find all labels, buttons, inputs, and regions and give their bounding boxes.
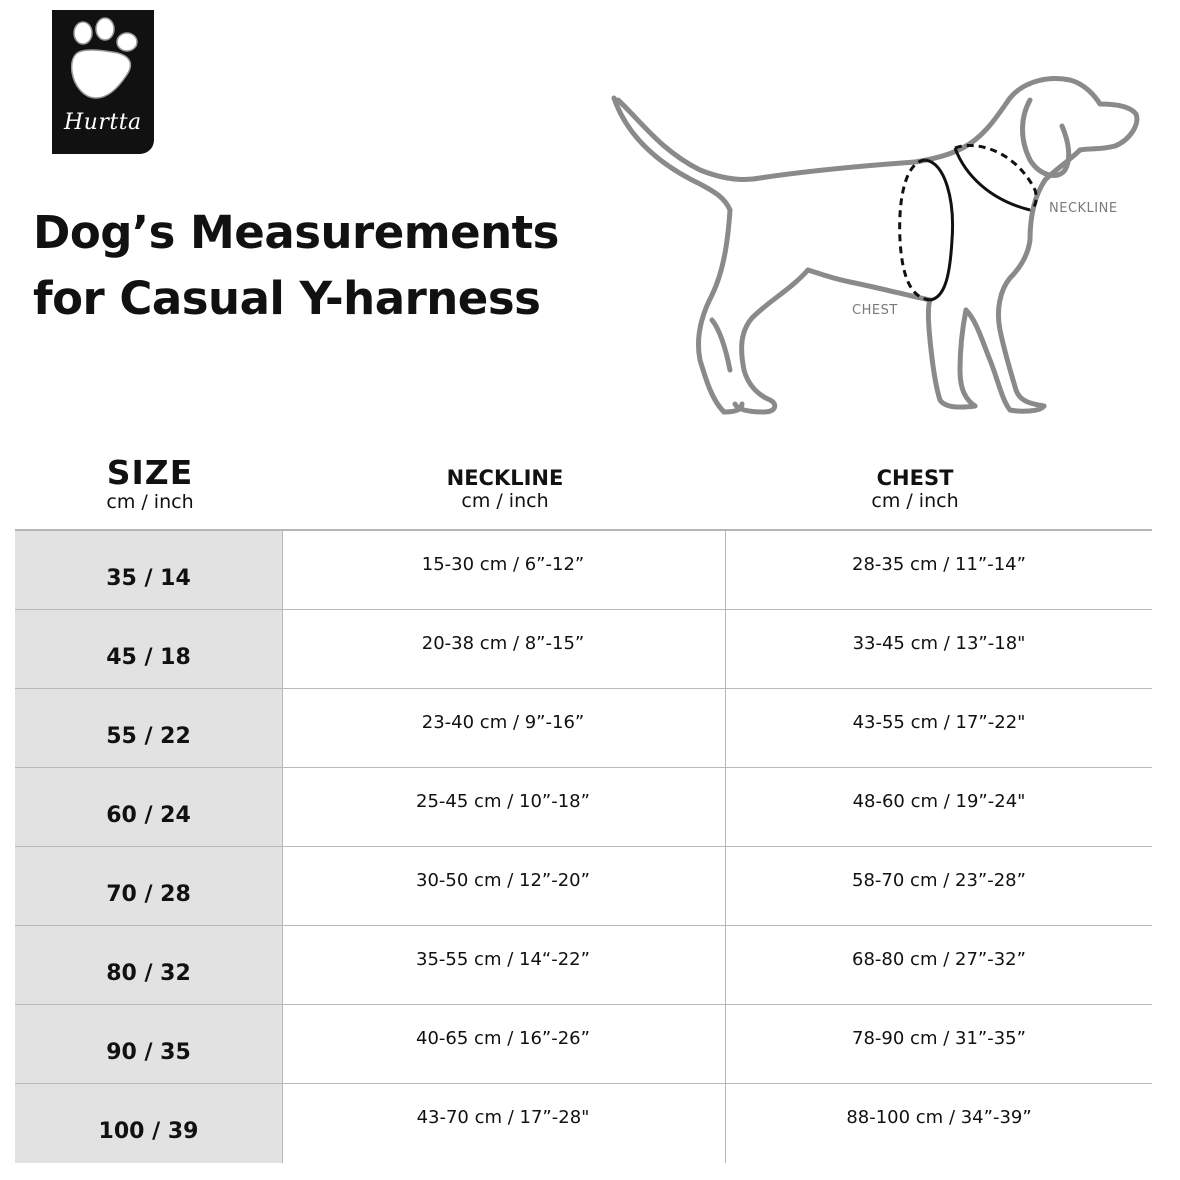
neckline-header-unit: cm / inch <box>461 490 549 512</box>
size-cell: 90 / 35 <box>15 1005 283 1083</box>
logo-wordmark: Hurtta <box>64 110 142 135</box>
neckline-column-header <box>405 466 605 512</box>
title-line-2: for Casual Y-harness <box>33 272 541 325</box>
size-column-header <box>60 455 240 513</box>
table-row <box>15 531 1152 610</box>
size-cell: 45 / 18 <box>15 610 283 688</box>
size-cell: 100 / 39 <box>15 1084 283 1163</box>
size-cell: 35 / 14 <box>15 531 283 609</box>
chest-label: CHEST <box>852 303 898 318</box>
size-cell: 80 / 32 <box>15 926 283 1004</box>
table-row <box>15 689 1152 768</box>
chest-cell: 43-55 cm / 17”-22" <box>852 711 1026 733</box>
chest-cell: 58-70 cm / 23”-28” <box>852 869 1026 891</box>
table-row <box>15 847 1152 926</box>
neckline-cell: 20-38 cm / 8”-15” <box>283 610 726 688</box>
size-cell: 70 / 28 <box>15 847 283 925</box>
size-header-title: SIZE <box>106 453 194 492</box>
neckline-cell: 40-65 cm / 16”-26” <box>283 1005 726 1083</box>
size-table <box>15 529 1152 1163</box>
title-line-1: Dog’s Measurements <box>33 206 559 259</box>
chest-column-header <box>815 466 1015 512</box>
chest-cell: 68-80 cm / 27”-32” <box>852 948 1026 970</box>
neckline-cell: 35-55 cm / 14“-22” <box>283 926 726 1004</box>
neckline-cell: 23-40 cm / 9”-16” <box>283 689 726 767</box>
size-cell: 55 / 22 <box>15 689 283 767</box>
table-row <box>15 926 1152 1005</box>
neckline-label: NECKLINE <box>1049 201 1118 216</box>
chest-cell: 48-60 cm / 19”-24" <box>852 790 1026 812</box>
table-row <box>15 1005 1152 1084</box>
chest-cell: 88-100 cm / 34”-39” <box>846 1107 1032 1128</box>
chest-header-title: CHEST <box>876 466 954 490</box>
chest-cell: 28-35 cm / 11”-14” <box>852 553 1026 575</box>
neckline-header-title: NECKLINE <box>446 466 564 490</box>
table-row <box>15 610 1152 689</box>
neckline-cell: 30-50 cm / 12”-20” <box>283 847 726 925</box>
size-cell: 60 / 24 <box>15 768 283 846</box>
table-row <box>15 768 1152 847</box>
size-header-unit: cm / inch <box>106 491 194 513</box>
neckline-cell: 15-30 cm / 6”-12” <box>283 531 726 609</box>
neckline-cell: 43-70 cm / 17”-28" <box>283 1084 726 1163</box>
chest-header-unit: cm / inch <box>871 490 959 512</box>
hurtta-logo <box>52 10 154 154</box>
neckline-cell: 25-45 cm / 10”-18” <box>283 768 726 846</box>
page-title <box>33 200 559 332</box>
dog-illustration <box>600 68 1160 428</box>
chest-cell: 33-45 cm / 13”-18" <box>852 632 1026 654</box>
table-row <box>15 1084 1152 1163</box>
chest-cell: 78-90 cm / 31”-35” <box>852 1027 1026 1049</box>
